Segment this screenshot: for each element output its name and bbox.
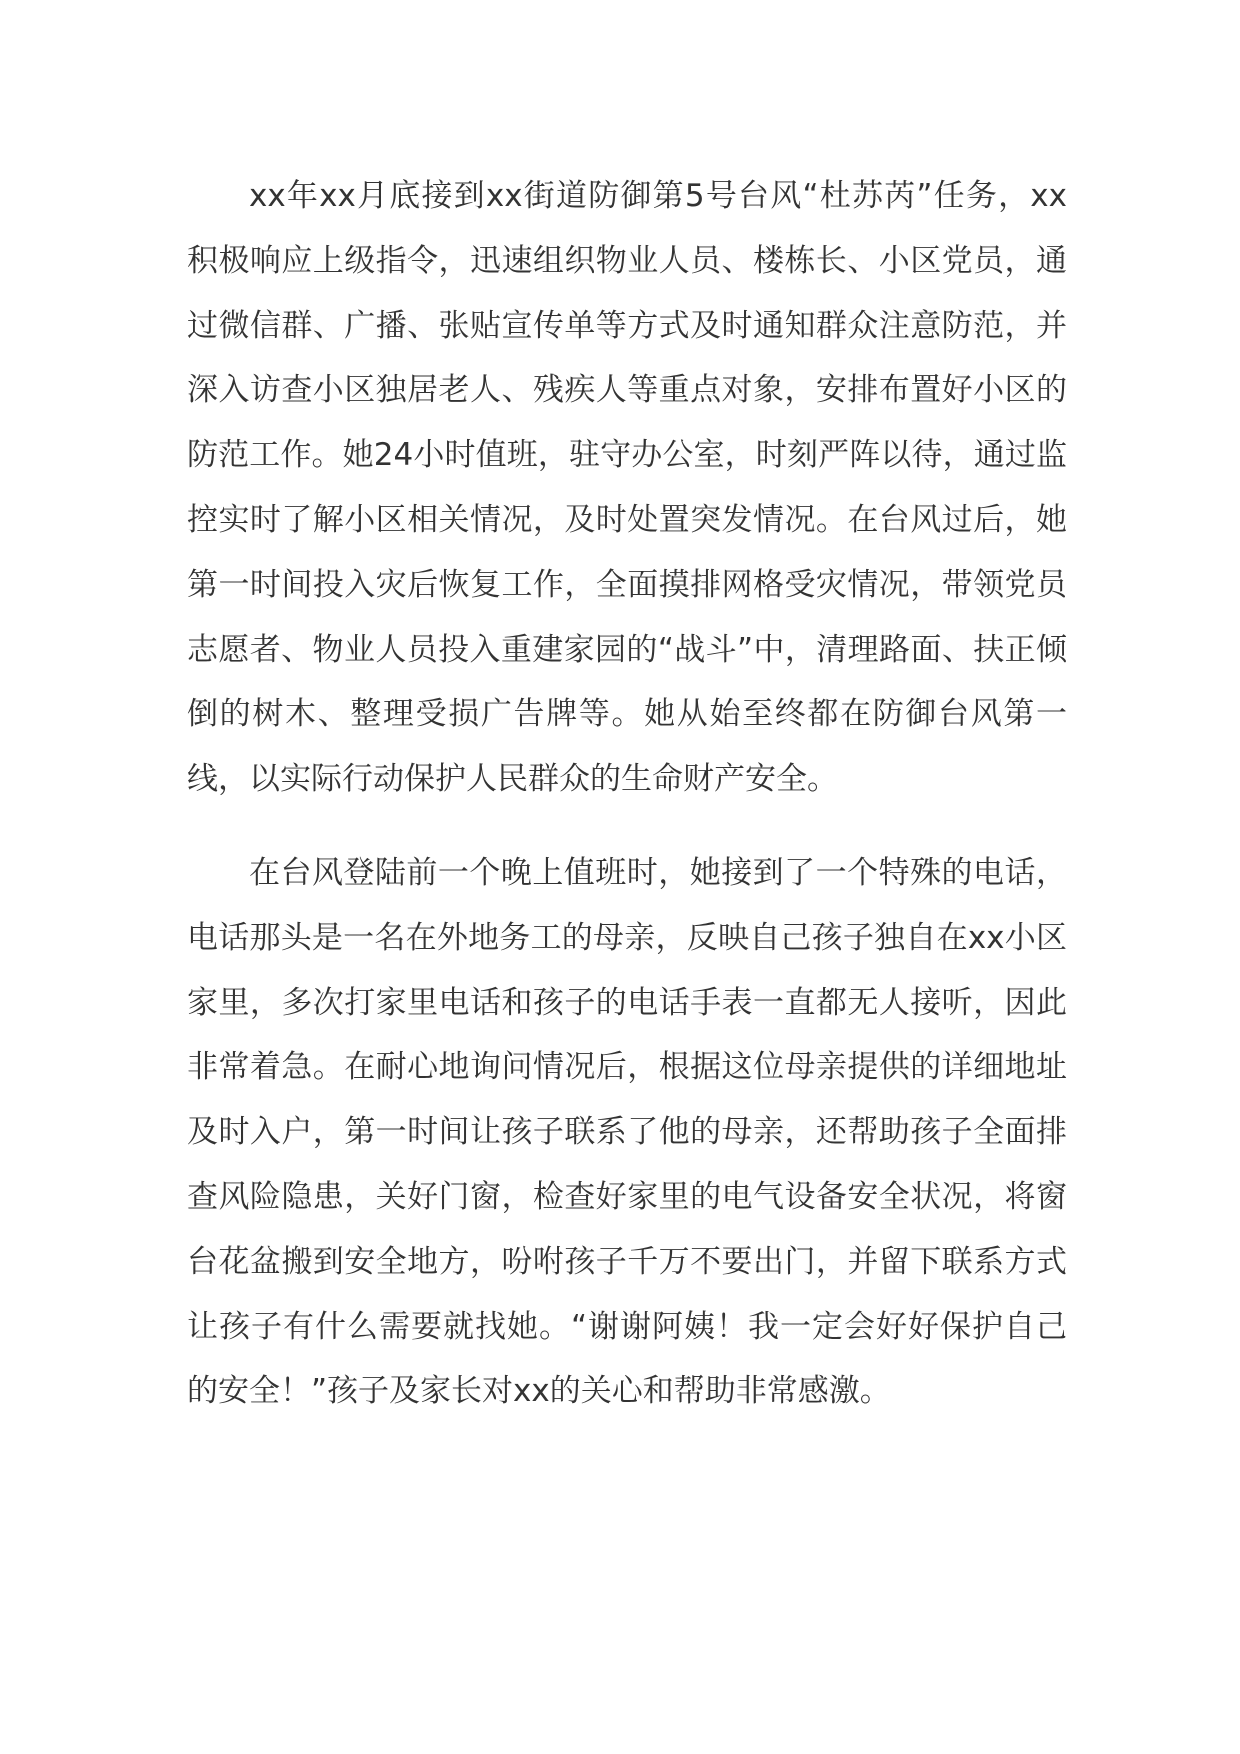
- paragraph-child-help: 在台风登陆前一个晚上值班时，她接到了一个特殊的电话，电话那头是一名在外地务工的母亲，反映自己孩子独自在xx小区家里，多次打家里电话和孩子的电话手表一直都无人接听，因此非常着急。在耐心地询问情况后，根据这位母亲提供的详细地址及时入户，第一时间让孩子联系了他的母亲，还帮助孩子全面排查风险隐患，关好门窗，检查好家里的电气设备安全状况，将窗台花盆搬到安全地方，吩咐孩子千万不要出门，并留下联系方式让孩子有什么需要就找她。“谢谢阿姨！我一定会好好保护自己的安全！”孩子及家长对xx的关心和帮助非常感激。: [187, 854, 1067, 1410]
- paragraph-typhoon-duty: xx年xx月底接到xx街道防御第5号台风“杜苏芮”任务，xx积极响应上级指令，迅速组织物业人员、楼栋长、小区党员，通过微信群、广播、张贴宣传单等方式及时通知群众注意防范，并深入访查小区独居老人、残疾人等重点对象，安排布置好小区的防范工作。她24小时值班，驻守办公室，时刻严阵以待，通过监控实时了解小区相关情况，及时处置突发情况。在台风过后，她第一时间投入灾后恢复工作，全面摸排网格受灾情况，带领党员志愿者、物业人员投入重建家园的“战斗”中，清理路面、扶正倾倒的树木、整理受损广告牌等。她从始至终都在防御台风第一线，以实际行动保护人民群众的生命财产安全。: [187, 178, 1067, 798]
- document-body: [187, 164, 1067, 1424]
